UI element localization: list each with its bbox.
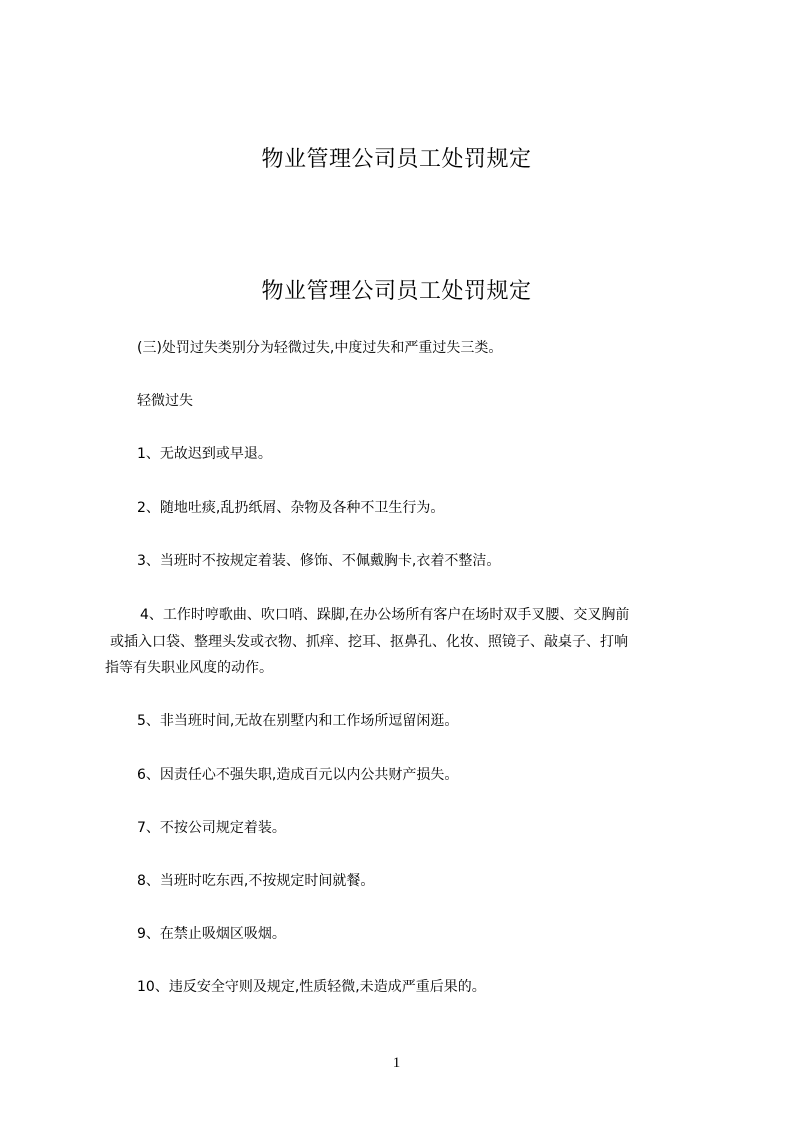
subheading-minor-fault: 轻微过失 xyxy=(137,393,193,409)
list-item: 6、因责任心不强失职,造成百元以内公共财产损失。 xyxy=(137,767,459,783)
intro-paragraph: (三)处罚过失类别分为轻微过失,中度过失和严重过失三类。 xyxy=(137,340,503,356)
document-header-title: 物业管理公司员工处罚规定 xyxy=(261,147,532,172)
list-item: 2、随地吐痰,乱扔纸屑、杂物及各种不卫生行为。 xyxy=(137,500,445,516)
list-item: 7、不按公司规定着装。 xyxy=(137,820,286,836)
list-item: 1、无故迟到或早退。 xyxy=(137,446,272,462)
section-title: 物业管理公司员工处罚规定 xyxy=(261,279,532,304)
list-item: 5、非当班时间,无故在别墅内和工作场所逗留闲逛。 xyxy=(137,713,459,729)
list-item-continuation: 指等有失职业风度的动作。 xyxy=(105,660,273,676)
page-number: 1 xyxy=(392,1055,401,1071)
list-item: 10、违反安全守则及规定,性质轻微,未造成严重后果的。 xyxy=(137,979,486,995)
list-item: 3、当班时不按规定着装、修饰、不佩戴胸卡,衣着不整洁。 xyxy=(137,553,501,569)
list-item: 9、在禁止吸烟区吸烟。 xyxy=(137,926,286,942)
list-item-continuation: 或插入口袋、整理头发或衣物、抓痒、挖耳、抠鼻孔、化妆、照镜子、敲桌子、打响 xyxy=(110,634,628,650)
list-item: 8、当班时吃东西,不按规定时间就餐。 xyxy=(137,873,375,889)
list-item: 4、工作时哼歌曲、吹口哨、跺脚,在办公场所有客户在场时双手叉腰、交叉胸前 xyxy=(140,607,630,623)
